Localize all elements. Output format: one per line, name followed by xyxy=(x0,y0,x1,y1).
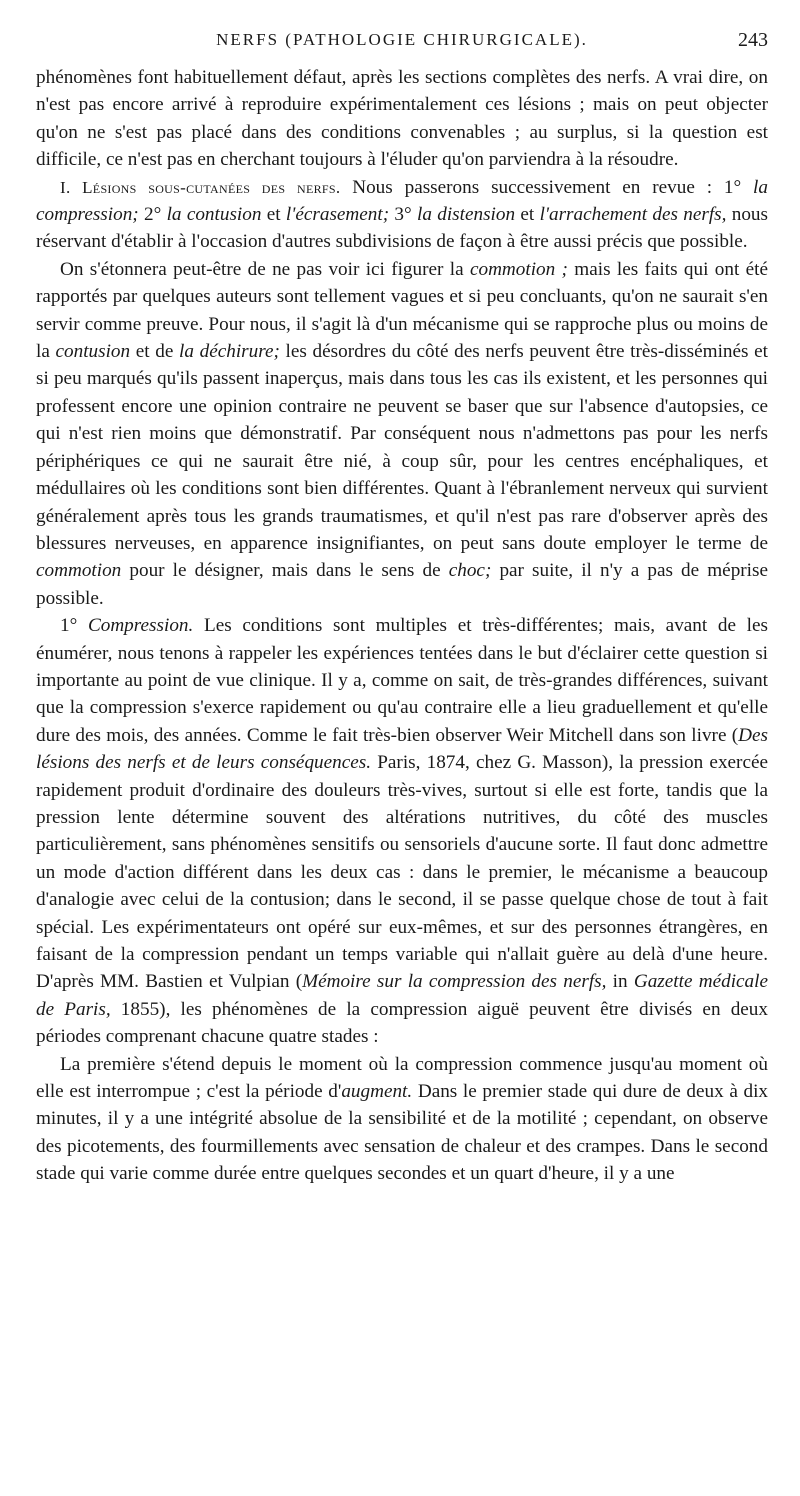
text-run: Nous passerons successivement en revue : 1° xyxy=(340,176,754,198)
paragraph-3 xyxy=(36,256,768,612)
italic-run: Compression. xyxy=(87,615,194,637)
paragraph-2 xyxy=(36,174,768,256)
text-run: et xyxy=(515,204,540,226)
paragraph-1: phénomènes font habituellement défaut, après les sections complètes des nerfs. A vrai dire, on n'est pas encore arrivé à reproduire expérimentalement ces lésions ; mais on peut objecter qu'on ne s'est pas placé dans des conditions convenables ; au surplus, si la question est difficile, ce n'est pas en cherchant toujours à l'éluder qu'on parviendra à la résoudre. xyxy=(36,67,768,171)
italic-run: Gazette médicale de Paris, xyxy=(36,971,768,1020)
text-run: in xyxy=(606,971,634,993)
text-run: les désordres du côté des nerfs peuvent être très-disséminés et si peu marqués qu'ils passent inaperçus, mais dans tous les cas ils existent, et les personnes qui professent encore une opinion contraire ne peuvent se baser que sur l'absence d'autopsies, ce qui n'est rien moins que démonstratif. Par conséquent nous n'admettons pas pour les nerfs périphériques ce qui ne saurait être nié, à coup sûr, pour les centres encéphaliques, et médullaires où les conditions sont bien différentes. Quant à l'ébranlement nerveux qui survient généralement après tous les grands traumatismes, et qu'il n'est pas rare d'observer après des blessures nerveuses, en apparence insignifiantes, on peut sans doute employer le terme de xyxy=(36,341,768,554)
text-run: 2° xyxy=(138,204,167,226)
text-body xyxy=(36,64,768,1188)
italic-run: contusion xyxy=(55,341,131,363)
paragraph-5 xyxy=(36,1051,768,1188)
running-title: NERFS (PATHOLOGIE CHIRURGICALE). xyxy=(216,30,588,49)
text-run: mais les faits qui ont été rapportés par quelques auteurs sont tellement vagues et si peu concluants, qu'on ne saurait s'en servir comme preuve. Pour nous, il s'agit là d'un mécanisme qui se rapproche plus ou moins de la xyxy=(36,258,768,363)
text-run: nous réservant d'établir à l'occasion d'autres subdivisions de façon à être aussi précis que possible. xyxy=(36,204,768,253)
italic-run: augment. xyxy=(341,1081,413,1103)
text-run: 1° xyxy=(60,615,88,637)
text-run: Dans le premier stade qui dure de deux à dix minutes, il y a une intégrité absolue de la sensibilité et de la motilité ; cependant, on observe des picotements, des fourmillements avec sensation de chaleur et des crampes. Dans le second stade qui varie comme durée entre quelques secondes et un quart d'heure, il y a une xyxy=(36,1081,769,1185)
section-heading: I. Lésions sous-cutanées des nerfs. xyxy=(60,177,341,197)
italic-run: l'arrachement des nerfs, xyxy=(539,204,727,226)
text-run: et de xyxy=(130,341,180,363)
italic-run: la distension xyxy=(417,204,516,226)
italic-run: la contusion xyxy=(166,204,262,226)
italic-run: commotion xyxy=(36,560,122,582)
text-run: 3° xyxy=(389,204,418,226)
italic-run: Des lésions des nerfs et de leurs conséquences. xyxy=(36,724,768,774)
page-number: 243 xyxy=(738,29,768,51)
italic-run: choc; xyxy=(448,560,492,582)
text-run: On s'étonnera peut-être de ne pas voir ici figurer la xyxy=(60,258,470,280)
italic-run: Mémoire sur la compression des nerfs, xyxy=(302,971,607,993)
italic-run: la compression; xyxy=(36,176,768,226)
paragraph-4 xyxy=(36,612,768,1051)
text-run: et xyxy=(261,204,286,226)
italic-run: l'écrasement; xyxy=(285,204,390,226)
text-run: par suite, il n'y a pas de méprise possible. xyxy=(36,560,768,609)
text-run: Les conditions sont multiples et très-différentes; mais, avant de les énumérer, nous tenons à rappeler les expériences tentées dans le but d'éclairer cette question si importante au point de vue clinique. Il y a, comme on sait, de très-grandes différences, suivant que la compression s'exerce rapidement ou qu'au contraire elle a lieu graduellement et qu'elle dure des mois, des années. Comme le fait très-bien observer Weir Mitchell dans son livre ( xyxy=(36,615,768,746)
text-run: Paris, 1874, chez G. Masson), la pression exercée rapidement produit d'ordinaire des douleurs très-vives, surtout si elle est forte, tandis que la pression lente détermine souvent des altérations nutritives, du côté des muscles particulièrement, sans phénomènes sensitifs ou sensoriels d'aucune sorte. Il faut donc admettre un mode d'action différent dans les deux cas : dans le premier, le mécanisme a beaucoup d'analogie avec celui de la contusion; dans le second, il se passe quelque chose de tout à fait spécial. Les expérimentateurs ont opéré sur eux-mêmes, et sur des personnes étrangères, en faisant de la compression pendant un temps variable qui n'allait guère au delà d'une heure. D'après MM. Bastien et Vulpian ( xyxy=(36,752,768,993)
text-run: La première s'étend depuis le moment où la compression commence jusqu'au moment où elle est interrompue ; c'est la période d' xyxy=(36,1053,768,1103)
text-run: 1855), les phénomènes de la compression aiguë peuvent être divisés en deux périodes comprenant chacune quatre stades : xyxy=(36,998,768,1048)
page-header xyxy=(36,30,768,58)
italic-run: la déchirure; xyxy=(179,341,280,363)
text-run: pour le désigner, mais dans le sens de xyxy=(121,560,449,582)
italic-run: commotion ; xyxy=(469,258,568,280)
